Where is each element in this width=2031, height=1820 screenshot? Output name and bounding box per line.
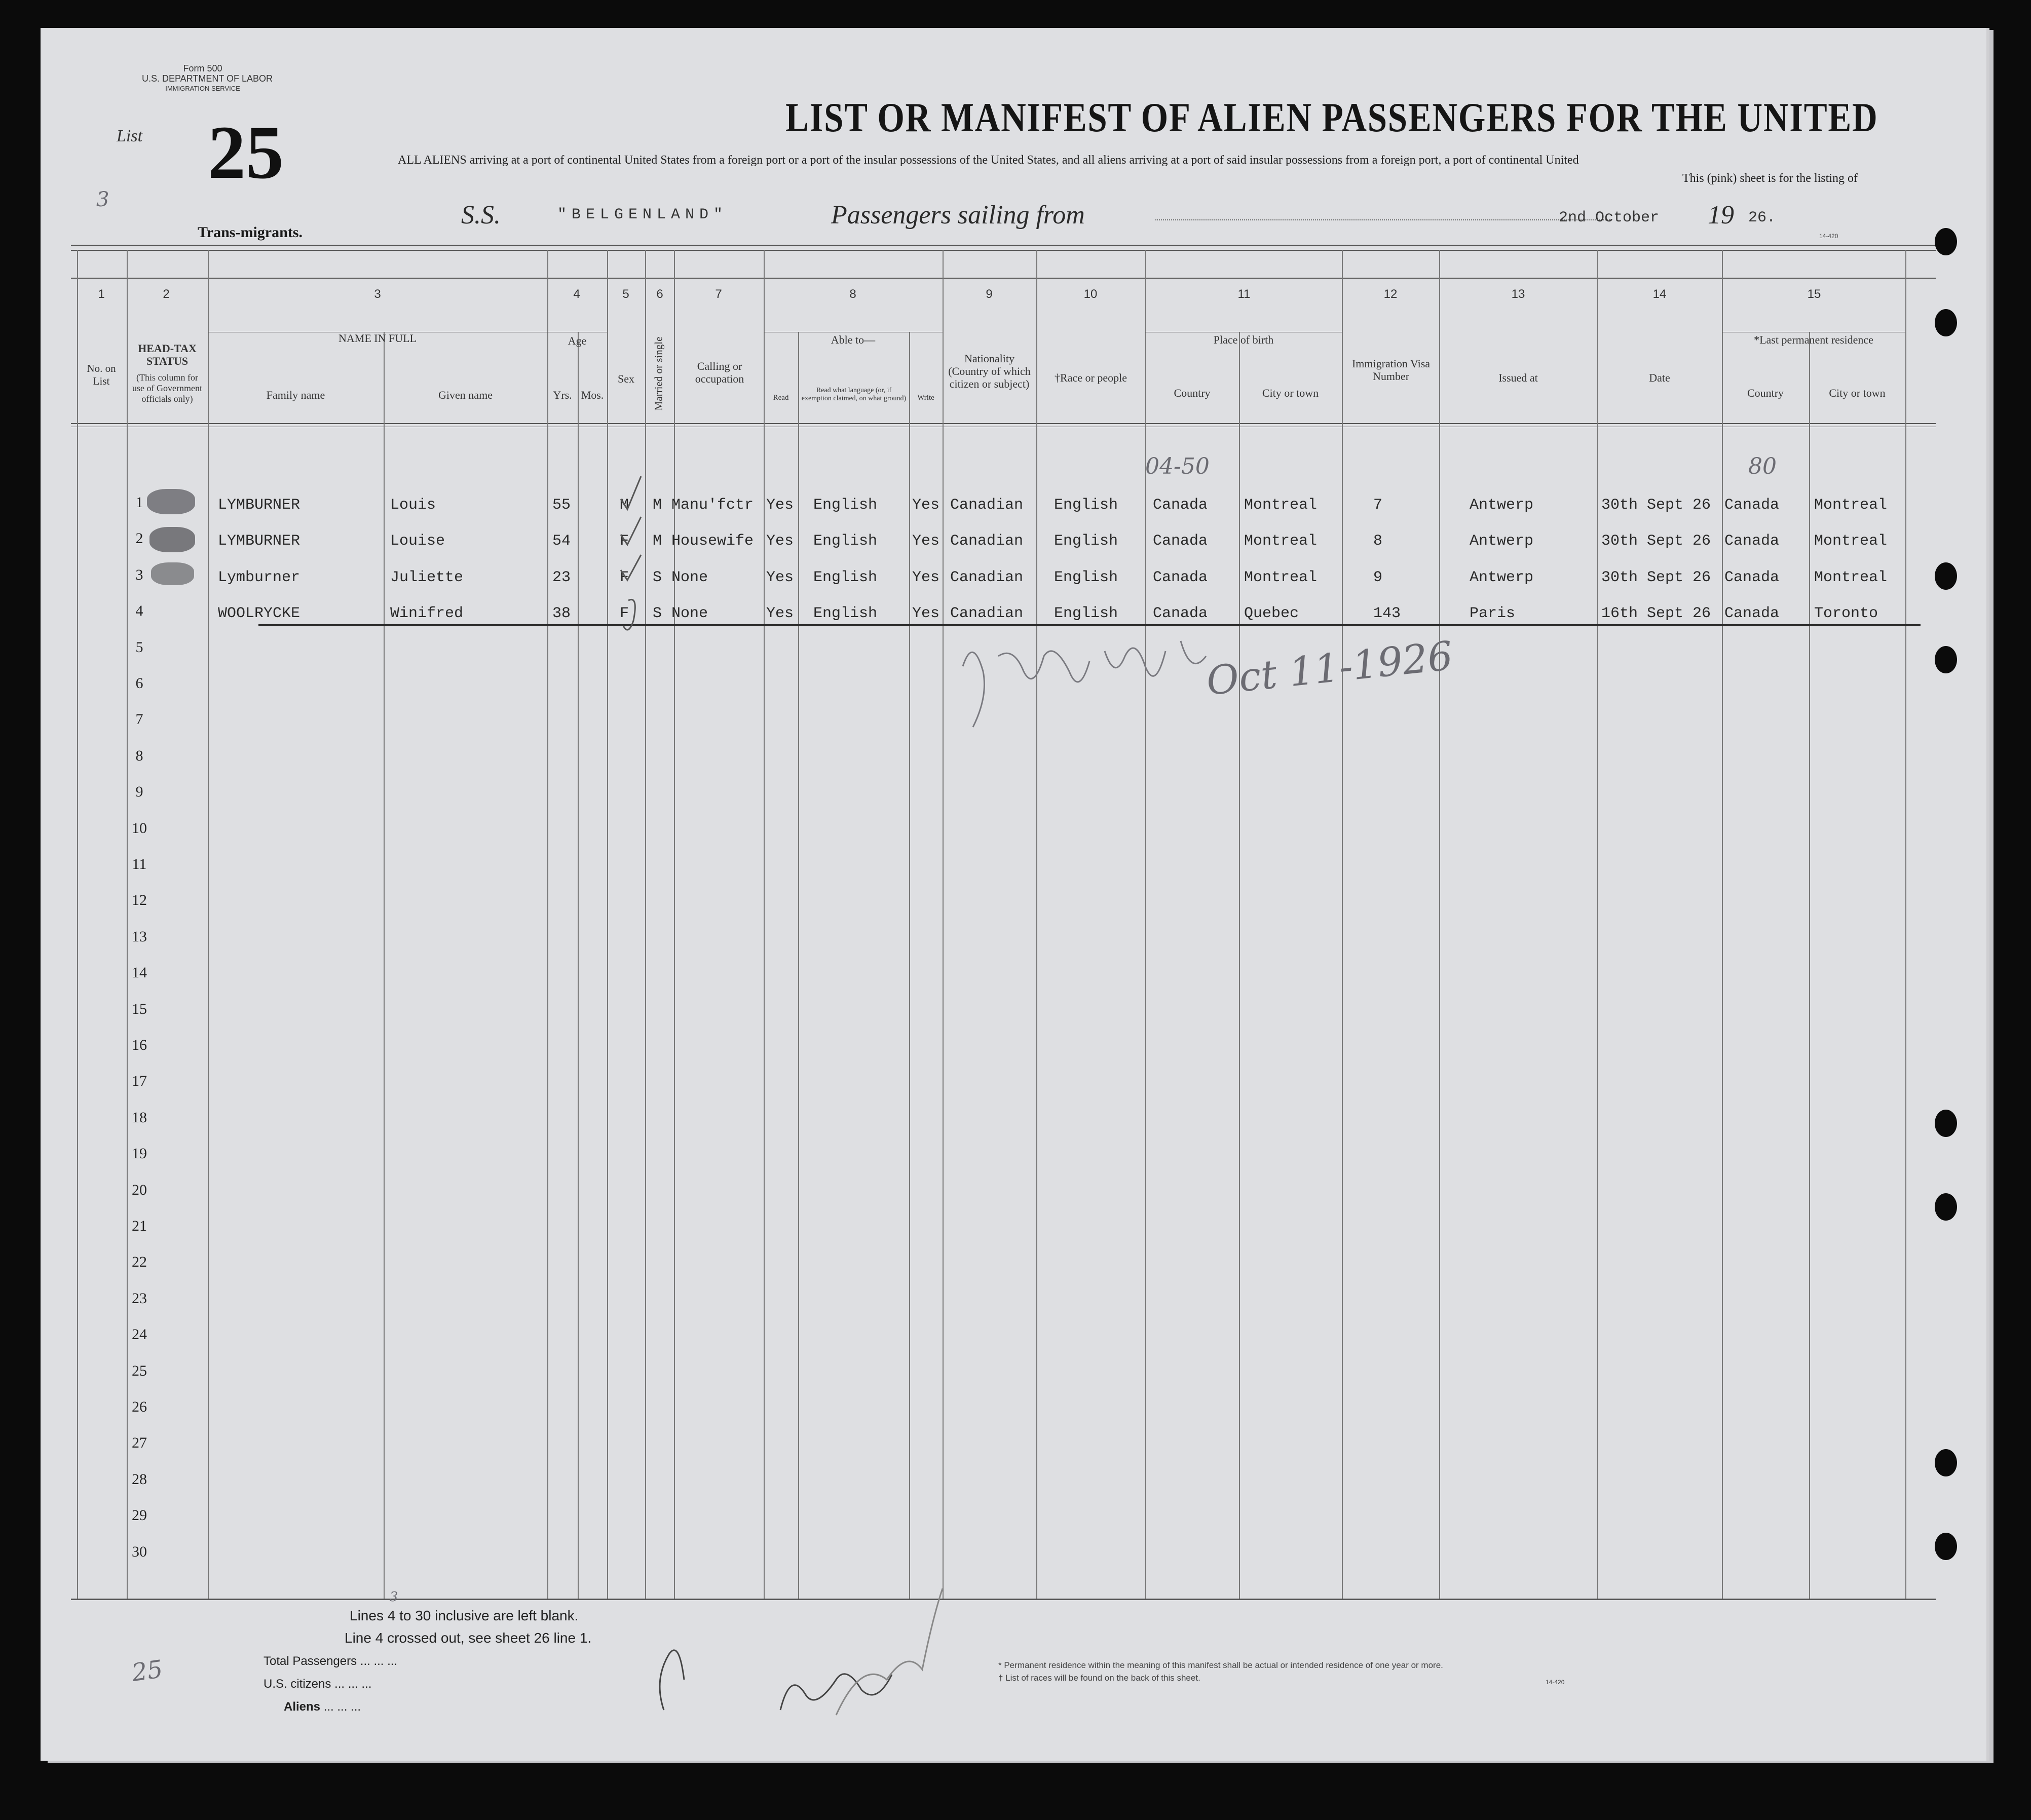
- line-number: 2: [135, 530, 143, 547]
- page-title: LIST OR MANIFEST OF ALIEN PASSENGERS FOR THE UNITED: [785, 94, 1878, 140]
- handwritten-age-code: 04-50: [1145, 453, 1210, 479]
- race: English: [1054, 569, 1118, 586]
- age-years: 55: [552, 497, 571, 514]
- sex: F: [620, 569, 629, 586]
- residence-city: Montreal: [1814, 497, 1888, 514]
- issue-date: 30th Sept 26: [1601, 533, 1711, 550]
- birth-city: Montreal: [1244, 569, 1318, 586]
- punch-hole: [1935, 309, 1957, 336]
- header-married-or-single: Married or single: [652, 336, 665, 411]
- visa-number: 7: [1373, 497, 1383, 514]
- line-number: 1: [135, 494, 143, 511]
- col-rule: [674, 250, 675, 1599]
- read-language: English: [813, 569, 878, 586]
- given-name: Louise: [390, 533, 445, 550]
- manifest-sheet: [41, 28, 1986, 1761]
- margin-mark: 3: [96, 188, 109, 211]
- footer-aliens: [284, 1700, 361, 1714]
- header-birth-country: Country: [1174, 387, 1211, 399]
- stamp-code: 14-420: [1819, 233, 1838, 240]
- footer-total-label: Total Passengers: [264, 1654, 357, 1668]
- occupation: Manu'fctr: [671, 497, 754, 514]
- col-rule: [384, 332, 385, 1599]
- service: IMMIGRATION SERVICE: [165, 85, 240, 92]
- line-number: 19: [132, 1145, 147, 1162]
- marital-status: M: [653, 533, 662, 550]
- line-number: 30: [132, 1543, 147, 1560]
- line-number: 8: [135, 747, 143, 764]
- port-field: [1155, 219, 1611, 220]
- line-number: 24: [132, 1326, 147, 1343]
- col-number: 7: [715, 287, 722, 301]
- header-read: Read: [773, 394, 789, 402]
- nationality: Canadian: [950, 533, 1024, 550]
- line-number: 18: [132, 1109, 147, 1126]
- header-bottom: [71, 423, 1936, 424]
- header-age: Age: [568, 334, 587, 347]
- race: English: [1054, 533, 1118, 550]
- residence-country: Canada: [1724, 605, 1780, 622]
- col-rule: [943, 250, 944, 1599]
- line-number: 6: [135, 675, 143, 692]
- col-rule: [127, 250, 128, 1599]
- issued-at: Paris: [1470, 605, 1516, 622]
- line-number: 22: [132, 1254, 147, 1270]
- can-read: Yes: [766, 605, 794, 622]
- sailing-label: Passengers sailing from: [831, 201, 1085, 230]
- line-number: 12: [132, 892, 147, 908]
- line-number: 16: [132, 1037, 147, 1053]
- header-place-of-birth: Place of birth: [1213, 333, 1274, 346]
- sailing-date: 2nd October: [1559, 209, 1660, 226]
- header-birth-city: City or town: [1262, 387, 1319, 399]
- col-number: 15: [1807, 287, 1821, 301]
- birth-country: Canada: [1153, 533, 1208, 550]
- footer-lines-rest: to 30 inclusive are left blank.: [399, 1608, 579, 1623]
- col-rule: [1597, 250, 1598, 1599]
- read-language: English: [813, 605, 878, 622]
- given-name: Juliette: [390, 569, 464, 586]
- footer-lines-prefix: Lines: [350, 1608, 384, 1623]
- handwritten-date-note: Oct 11-1926: [1204, 633, 1455, 705]
- line-number: 21: [132, 1218, 147, 1234]
- col-number: 14: [1652, 287, 1667, 301]
- col-rule: [1905, 250, 1906, 1599]
- footer-lines-correction: 3: [389, 1589, 398, 1605]
- col-rule: [1239, 332, 1240, 1599]
- footer-us-citizens: [264, 1677, 371, 1691]
- line-number: 13: [132, 928, 147, 945]
- footer-total-passengers: [264, 1654, 397, 1669]
- col-number: 5: [622, 287, 629, 301]
- line-number: 10: [132, 820, 147, 837]
- can-read: Yes: [766, 569, 794, 586]
- header-no-on-list: No. on List: [87, 362, 116, 387]
- header-mos: Mos.: [581, 389, 604, 401]
- col-rule: [578, 332, 579, 1599]
- handwritten-scrawl: [953, 626, 1257, 757]
- col-number: 8: [849, 287, 856, 301]
- punch-hole: [1935, 1533, 1957, 1560]
- header-nationality: Nationality (Country of which citizen or subject): [948, 352, 1031, 390]
- header-name-in-full: [208, 332, 547, 345]
- department: U.S. DEPARTMENT OF LABOR: [142, 73, 273, 84]
- visa-number: 9: [1373, 569, 1383, 586]
- line-number: 29: [132, 1507, 147, 1524]
- header-calling: Calling or occupation: [695, 360, 744, 385]
- col-rule: [1342, 250, 1343, 1599]
- line-number: 4: [135, 602, 143, 619]
- line-number: 20: [132, 1182, 147, 1198]
- line-number: 28: [132, 1471, 147, 1488]
- age-years: 23: [552, 569, 571, 586]
- header-write: Write: [917, 394, 934, 402]
- can-read: Yes: [766, 497, 794, 514]
- age-years: 54: [552, 533, 571, 550]
- header-family-name: Family name: [266, 389, 325, 401]
- family-name: Lymburner: [218, 569, 300, 586]
- colnum-divider: [71, 278, 1936, 279]
- footer-form-code: 14-420: [1546, 1679, 1565, 1686]
- year-prefix: 19: [1708, 201, 1734, 230]
- table-top-border-2: [71, 250, 1936, 251]
- line-number: 26: [132, 1398, 147, 1415]
- header-date: Date: [1649, 371, 1670, 384]
- footer-blank-lines: [350, 1589, 579, 1624]
- footer-lines-number: [387, 1589, 398, 1623]
- footnote-residence: * Permanent residence within the meaning of this manifest shall be actual or intended residence of one year or more.: [998, 1660, 1443, 1670]
- handwritten-res-code: 80: [1748, 453, 1777, 479]
- col-number: 1: [98, 287, 105, 301]
- occupation: None: [671, 569, 708, 586]
- header-visa-number: Immigration Visa Number: [1351, 357, 1431, 383]
- col-rule: [909, 332, 910, 1599]
- header-race: †Race or people: [1055, 371, 1127, 384]
- col-rule: [77, 250, 78, 1599]
- col-number: 10: [1083, 287, 1098, 301]
- col-number: 11: [1237, 287, 1251, 301]
- residence-country: Canada: [1724, 533, 1780, 550]
- sex: F: [620, 533, 629, 550]
- residence-city: Montreal: [1814, 569, 1888, 586]
- punch-hole: [1935, 1449, 1957, 1476]
- nationality: Canadian: [950, 569, 1024, 586]
- head-tax-stamps: [147, 484, 198, 595]
- issued-at: Antwerp: [1470, 497, 1534, 514]
- header-head-tax: HEAD-TAX STATUS: [138, 342, 197, 367]
- race: English: [1054, 497, 1118, 514]
- col-rule: [607, 250, 608, 1599]
- header-able-to: Able to—: [831, 333, 876, 346]
- line-number: 17: [132, 1073, 147, 1089]
- margin-note: 25: [130, 1655, 165, 1687]
- footer-aliens-label: Aliens: [284, 1700, 321, 1714]
- punch-hole: [1935, 1193, 1957, 1221]
- officer-signatures: [623, 1578, 953, 1730]
- residence-city: Toronto: [1814, 605, 1878, 622]
- sex: F: [620, 605, 629, 622]
- residence-country: Canada: [1724, 497, 1780, 514]
- marital-status: S: [653, 569, 662, 586]
- ship-prefix: S.S.: [461, 201, 501, 230]
- header-issued-at: Issued at: [1498, 371, 1538, 384]
- line-number: 27: [132, 1434, 147, 1451]
- sex: M: [620, 497, 629, 514]
- family-name: LYMBURNER: [218, 533, 300, 550]
- issue-date: 30th Sept 26: [1601, 497, 1711, 514]
- residence-city: Montreal: [1814, 533, 1888, 550]
- col-rule: [798, 332, 799, 1599]
- given-name: Winifred: [390, 605, 464, 622]
- can-write: Yes: [912, 605, 940, 622]
- line-number: 11: [132, 856, 147, 873]
- age-years: 38: [552, 605, 571, 622]
- col-rule: [1145, 250, 1146, 1599]
- footnote-races: † List of races will be found on the back of this sheet.: [998, 1673, 1200, 1683]
- year-suffix: 26.: [1748, 209, 1776, 226]
- line-number: 7: [135, 711, 143, 728]
- col-number: 12: [1383, 287, 1398, 301]
- marital-status: S: [653, 605, 662, 622]
- table-top-border: [71, 245, 1936, 246]
- table-bottom: [71, 1599, 1936, 1600]
- footer-lines-number-value: 4: [387, 1608, 396, 1623]
- header-res-city: City or town: [1829, 387, 1886, 399]
- footer-citizens-label: U.S. citizens: [264, 1677, 331, 1691]
- col-rule: [645, 250, 646, 1599]
- birth-city: Montreal: [1244, 533, 1318, 550]
- marital-status: M: [653, 497, 662, 514]
- footer-crossed-out-note: Line 4 crossed out, see sheet 26 line 1.: [345, 1630, 592, 1646]
- can-write: Yes: [912, 497, 940, 514]
- punch-hole: [1935, 646, 1957, 673]
- header-res-country: Country: [1747, 387, 1784, 399]
- read-language: English: [813, 533, 878, 550]
- issued-at: Antwerp: [1470, 533, 1534, 550]
- family-name: LYMBURNER: [218, 497, 300, 514]
- nationality: Canadian: [950, 605, 1024, 622]
- birth-country: Canada: [1153, 605, 1208, 622]
- line-number: 23: [132, 1290, 147, 1307]
- subtitle-line-1: ALL ALIENS arriving at a port of continental United States from a foreign port or a port of the insular possessions of the United States, and all aliens arriving at a port of said insular possessions from a foreign port, a port of continental United: [398, 154, 1579, 167]
- read-language: English: [813, 497, 878, 514]
- birth-city: Quebec: [1244, 605, 1299, 622]
- punch-hole: [1935, 1110, 1957, 1137]
- check-marks: [618, 474, 649, 641]
- line-number: 9: [135, 783, 143, 800]
- line-number: 3: [135, 566, 143, 583]
- col-number: 2: [163, 287, 170, 301]
- occupation: Housewife: [671, 533, 754, 550]
- form-number: Form 500: [183, 63, 222, 73]
- header-last-residence: *Last permanent residence: [1754, 333, 1873, 346]
- footer-aliens-dots: ... ... ...: [323, 1700, 361, 1714]
- col-rule: [208, 250, 209, 1599]
- occupation: None: [671, 605, 708, 622]
- residence-country: Canada: [1724, 569, 1780, 586]
- col-rule: [547, 250, 548, 1599]
- ship-name: "BELGENLAND": [557, 206, 728, 223]
- list-number: 25: [208, 110, 284, 195]
- col-rule: [1439, 250, 1440, 1599]
- birth-city: Montreal: [1244, 497, 1318, 514]
- col-number: 4: [573, 287, 580, 301]
- header-head-tax-note: (This column for use of Government officials only): [132, 372, 202, 404]
- trans-migrants: Trans-migrants.: [198, 224, 303, 241]
- nationality: Canadian: [950, 497, 1024, 514]
- col-rule: [1809, 332, 1810, 1599]
- list-label: List: [117, 127, 143, 145]
- col-number: 3: [374, 287, 381, 301]
- issued-at: Antwerp: [1470, 569, 1534, 586]
- birth-country: Canada: [1153, 497, 1208, 514]
- subtitle-line-2: This (pink) sheet is for the listing of: [1682, 172, 1858, 185]
- col-rule: [1722, 250, 1723, 1599]
- line-number: 15: [132, 1001, 147, 1017]
- birth-country: Canada: [1153, 569, 1208, 586]
- header-read-what: Read what language (or, if exemption claimed, on what ground): [801, 387, 907, 402]
- family-name: WOOLRYCKE: [218, 605, 300, 622]
- col-number: 13: [1511, 287, 1525, 301]
- line-number: 25: [132, 1362, 147, 1379]
- visa-number: 143: [1373, 605, 1401, 622]
- visa-number: 8: [1373, 533, 1383, 550]
- footer-total-dots: ... ... ...: [360, 1654, 398, 1668]
- col-rule: [1036, 250, 1037, 1599]
- col-number: 9: [986, 287, 993, 301]
- can-write: Yes: [912, 533, 940, 550]
- header-sex: Sex: [618, 372, 634, 385]
- race: English: [1054, 605, 1118, 622]
- header-yrs: Yrs.: [553, 389, 572, 401]
- form-header: [142, 63, 273, 94]
- issue-date: 16th Sept 26: [1601, 605, 1711, 622]
- col-number: 6: [656, 287, 663, 301]
- header-given-name: Given name: [438, 389, 493, 401]
- line-number: 14: [132, 964, 147, 981]
- can-write: Yes: [912, 569, 940, 586]
- punch-hole: [1935, 562, 1957, 590]
- line-number: 5: [135, 639, 143, 656]
- issue-date: 30th Sept 26: [1601, 569, 1711, 586]
- col-rule: [764, 250, 765, 1599]
- can-read: Yes: [766, 533, 794, 550]
- footer-citizens-dots: ... ... ...: [334, 1677, 372, 1691]
- given-name: Louis: [390, 497, 436, 514]
- punch-hole: [1935, 228, 1957, 255]
- header-name-in-full-label: NAME IN FULL: [338, 332, 417, 345]
